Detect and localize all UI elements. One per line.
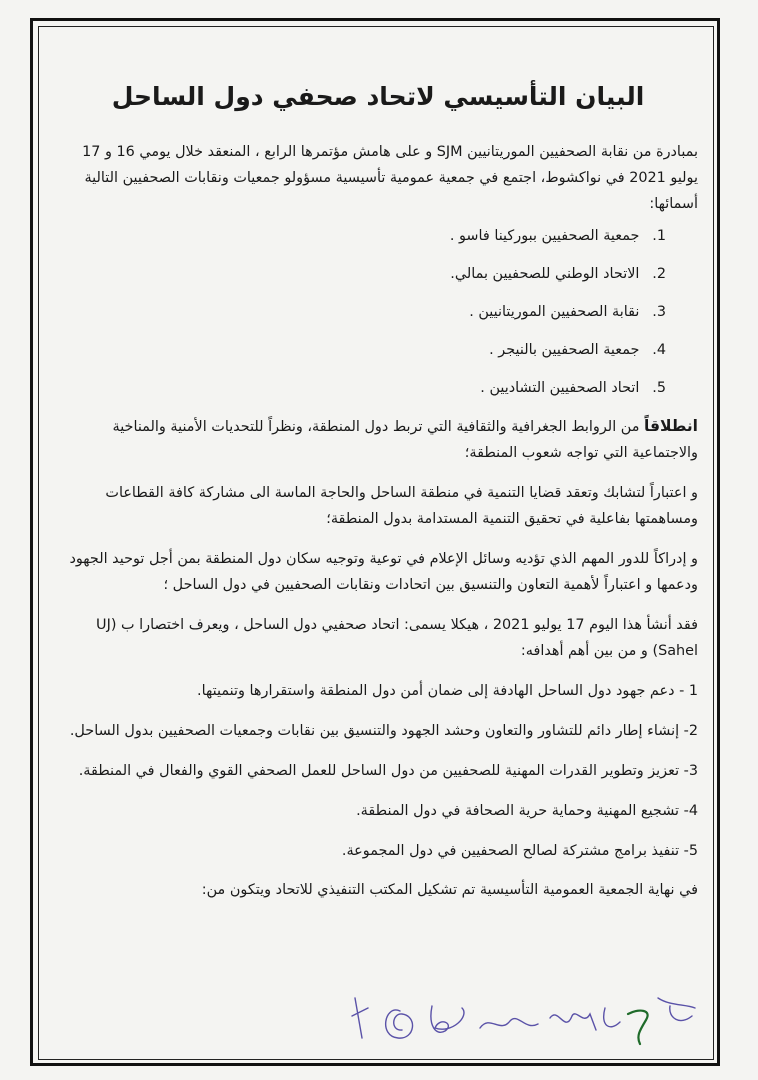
list-item: 3. نقابة الصحفيين الموريتانيين .: [469, 304, 666, 320]
intro-paragraph: بمبادرة من نقابة الصحفيين الموريتانيين SJM و على هامش مؤتمرها الرابع ، المنعقد خلال يومي 16 و 17 يوليو 2021 في نواكشوط، اجتمع في جمعية عمومية تأسيسية مسؤولو جمعيات ونقابات الصحفيين التالية أسمائها:: [82, 144, 698, 212]
paragraph-development: و اعتباراً لتشابك وتعقد قضايا التنمية في منطقة الساحل والحاجة الماسة الى مشاركة كافة القطاعات ومساهمتها بفاعلية في تحقيق التنمية المستدامة بدول المنطقة؛: [105, 485, 698, 527]
member-list: [58, 223, 698, 401]
list-item: 4. جمعية الصحفيين بالنيجر .: [489, 342, 666, 358]
document-body: [58, 82, 698, 917]
list-item: 2. الاتحاد الوطني للصحفيين بمالي.: [450, 266, 666, 282]
closing-line: في نهاية الجمعية العمومية التأسيسية تم تشكيل المكتب التنفيذي للاتحاد ويتكون من:: [201, 882, 698, 899]
list-item: 5- تنفيذ برامج مشتركة لصالح الصحفيين في دول المجموعة.: [341, 843, 698, 859]
lead-word: انطلاقاً: [644, 417, 698, 435]
list-item: 1. جمعية الصحفيين ببوركينا فاسو .: [449, 228, 666, 244]
list-item: 1 - دعم جهود دول الساحل الهادفة إلى ضمان أمن دول المنطقة واستقرارها وتنميتها.: [197, 683, 698, 699]
document-title: البيان التأسيسي لاتحاد صحفي دول الساحل: [111, 82, 645, 111]
signatures-image: [340, 986, 710, 1056]
paragraph-geography: انطلاقاً من الروابط الجغرافية والثقافية التي تربط دول المنطقة، ونظراً للتحديات الأمنية والمناخية والاجتماعية التي تواجه شعوب المنطقة؛: [112, 417, 698, 461]
list-item: 2- إنشاء إطار دائم للتشاور والتعاون وحشد الجهود والتنسيق بين نقابات وجمعيات الصحفيين بدول الساحل.: [69, 723, 698, 739]
paragraph-media-role: و إدراكاً للدور المهم الذي تؤديه وسائل الإعلام في توعية وتوجيه سكان دول المنطقة بمن أجل توحيد الجهود ودعمها و اعتباراً لأهمية التعاون والتنسيق بين اتحادات ونقابات الصحفيين في دول الساحل ؛: [69, 551, 698, 593]
goals-list: [58, 678, 698, 864]
list-item: 5. اتحاد الصحفيين التشاديين .: [480, 380, 666, 396]
list-item: 3- تعزيز وتطوير القدرات المهنية للصحفيين من دول الساحل للعمل الصحفي القوي والفعال في المنطقة.: [78, 763, 698, 779]
paragraph-founding: فقد أنشأ هذا اليوم 17 يوليو 2021 ، هيكلا يسمى: اتحاد صحفيي دول الساحل ، ويعرف اختصارا ب (UJ Sahel) و من بين أهم أهدافه:: [96, 617, 698, 659]
list-item: 4- تشجيع المهنية وحماية حرية الصحافة في دول المنطقة.: [356, 803, 698, 819]
